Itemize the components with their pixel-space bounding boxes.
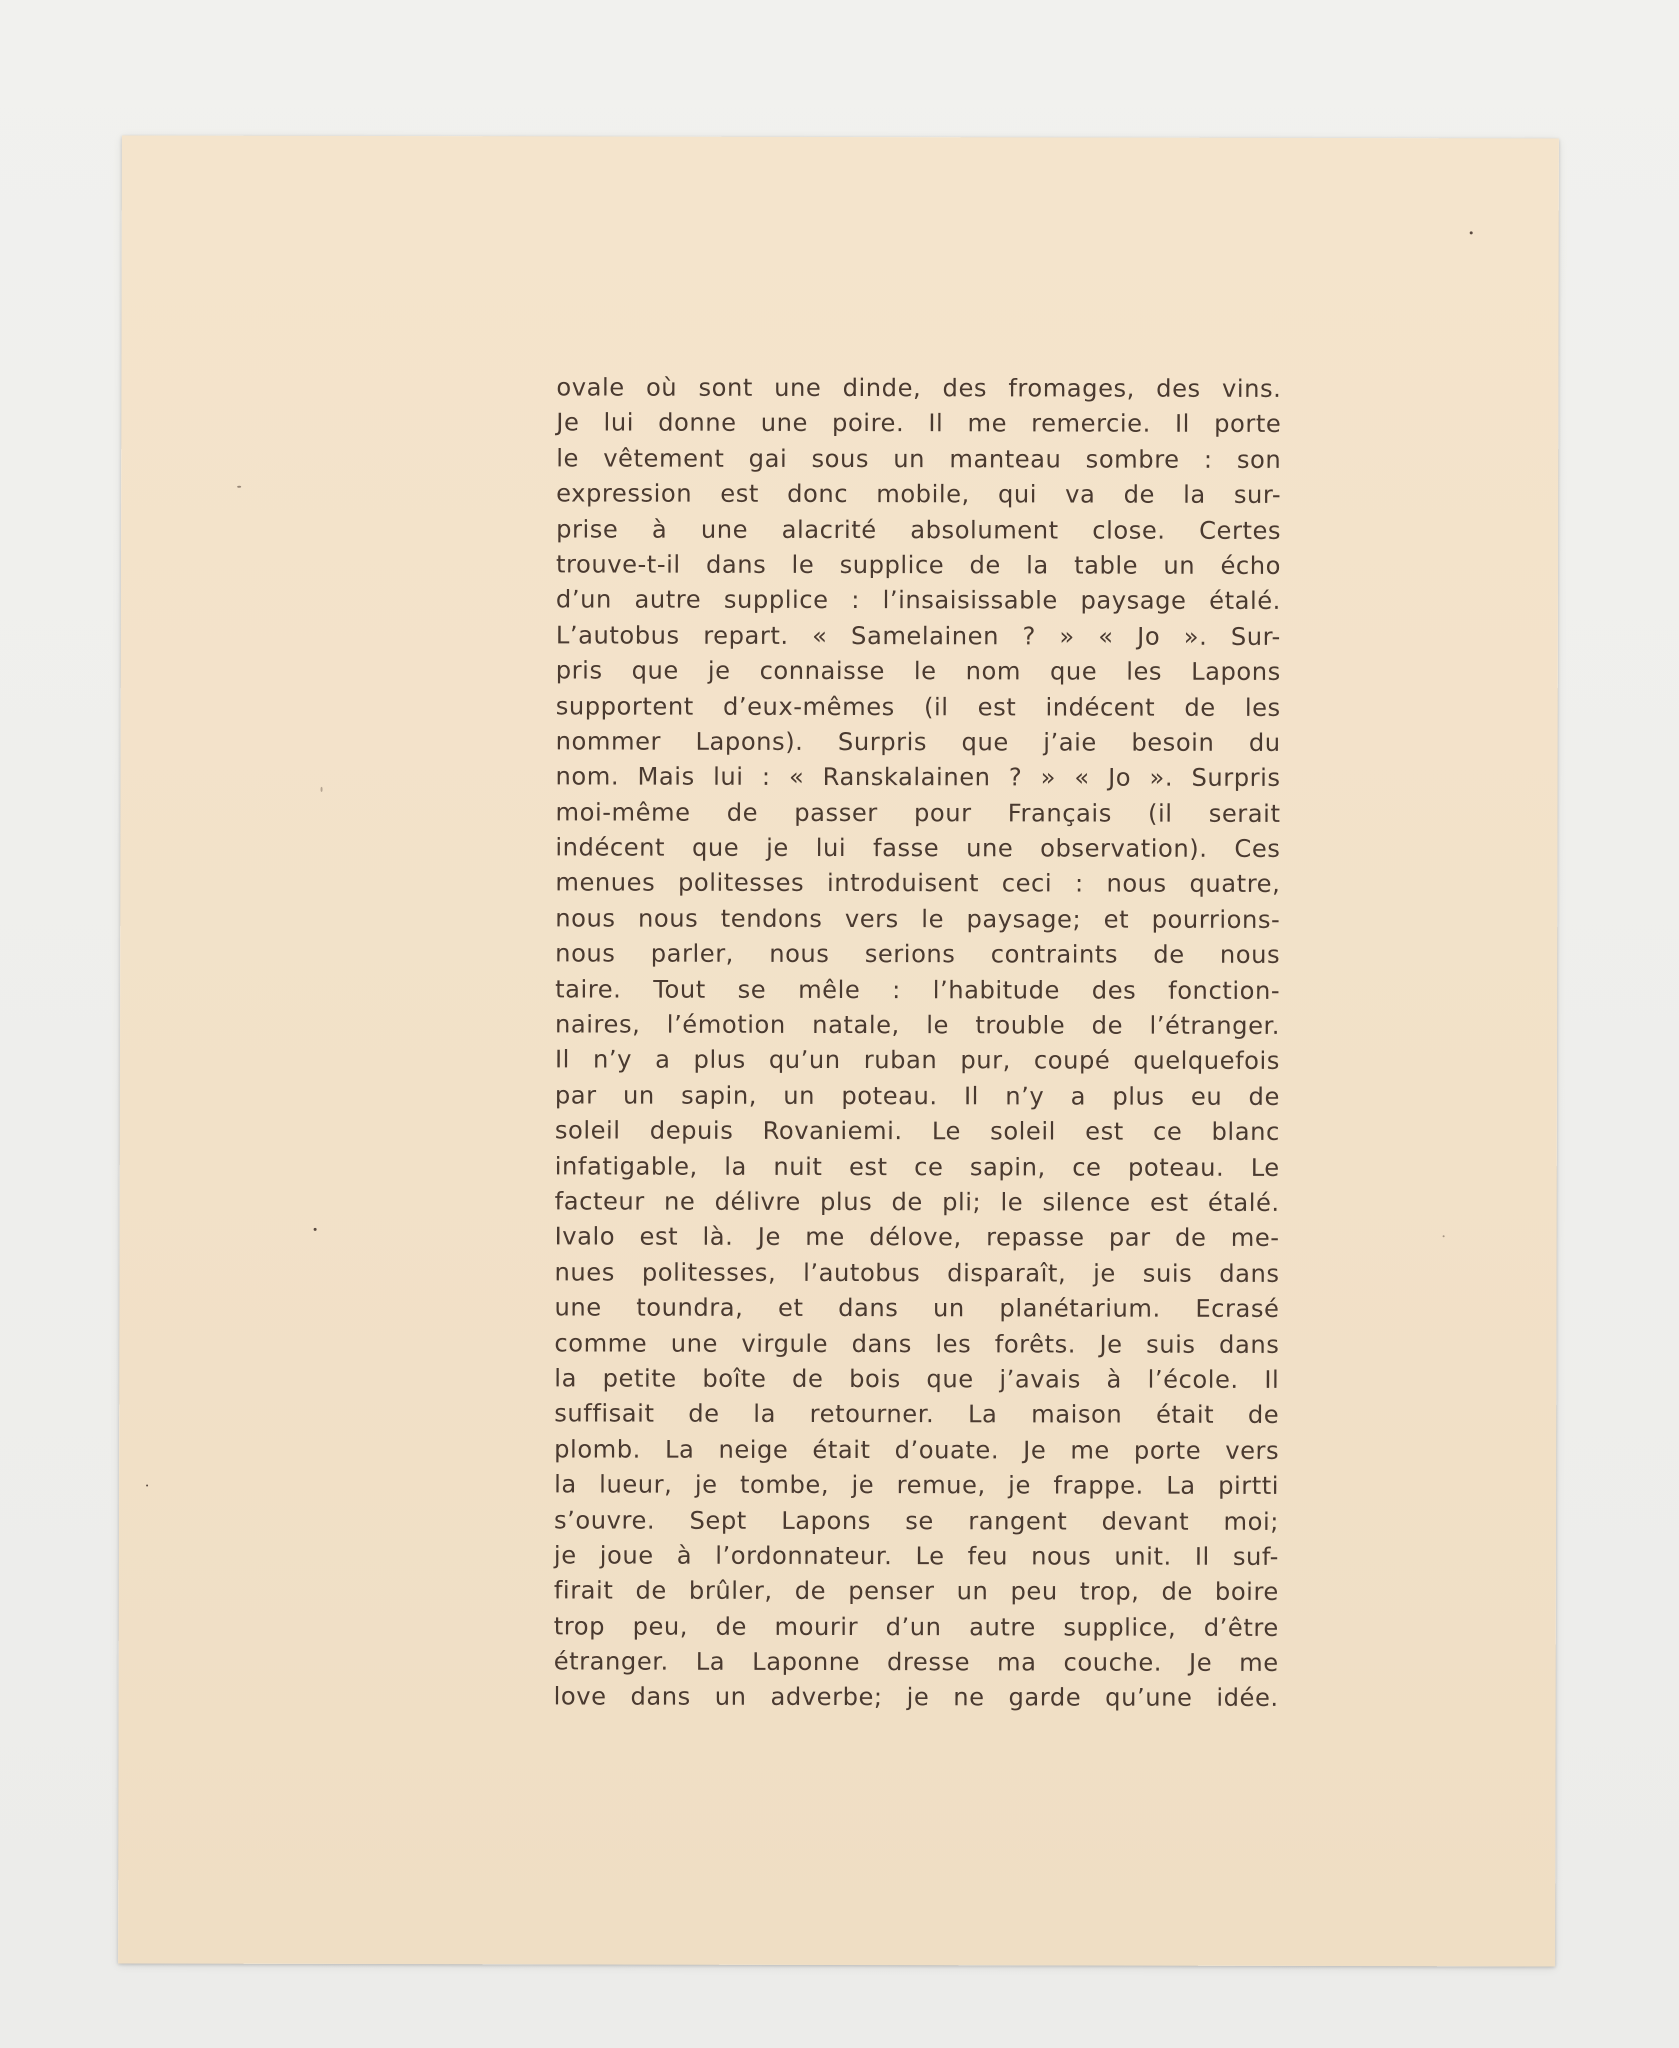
text-line: trop peu, de mourir d’un autre supplice, d’être [553, 1612, 1279, 1642]
text-line: étranger. La Laponne dresse ma couche. Je me [553, 1647, 1279, 1677]
text-line: naires, l’émotion natale, le trouble de l’étranger. [555, 1010, 1281, 1040]
paper-speck [237, 486, 241, 488]
text-line: L’autobus repart. « Samelainen ? » « Jo ». Sur- [555, 621, 1281, 651]
text-line: suffisait de la retourner. La maison était de [554, 1399, 1280, 1430]
paper-speck [146, 1485, 148, 1487]
paper-speck [321, 787, 323, 792]
text-line: nues politesses, l’autobus disparaît, je suis dans [554, 1258, 1280, 1288]
text-line: moi-même de passer pour Français (il serait [555, 798, 1281, 828]
text-line: taire. Tout se mêle : l’habitude des fonction- [555, 975, 1281, 1005]
paper-speck [314, 1228, 317, 1231]
text-line: pris que je connaisse le nom que les Lapons [555, 656, 1281, 687]
text-line: d’un autre supplice : l’insaisissable paysage étalé. [555, 585, 1281, 616]
text-line: prise à une alacrité absolument close. Certes [556, 514, 1282, 545]
text-line: la lueur, je tombe, je remue, je frappe. La pirtti [554, 1470, 1280, 1501]
text-line: nom. Mais lui : « Ranskalainen ? » « Jo ». Surpris [555, 762, 1281, 793]
text-line: infatigable, la nuit est ce sapin, ce poteau. Le [554, 1151, 1280, 1182]
text-line: plomb. La neige était d’ouate. Je me porte vers [554, 1435, 1280, 1465]
text-line: nous parler, nous serions contraints de nous [555, 939, 1281, 970]
text-line: Il n’y a plus qu’un ruban pur, coupé quelquefois [554, 1045, 1281, 1076]
text-line: supportent d’eux-mêmes (il est indécent de les [555, 691, 1281, 722]
text-line: nous nous tendons vers le paysage; et pourrions- [555, 904, 1281, 934]
text-line: par un sapin, un poteau. Il n’y a plus eu de [554, 1081, 1280, 1111]
text-line: facteur ne délivre plus de pli; le silence est étalé. [554, 1187, 1280, 1217]
text-line: expression est donc mobile, qui va de la sur- [556, 479, 1282, 510]
text-line: je joue à l’ordonnateur. Le feu nous unit. Il suf- [553, 1541, 1279, 1571]
text-line: la petite boîte de bois que j’avais à l’école. Il [554, 1364, 1280, 1394]
text-line: ovale où sont une dinde, des fromages, des vins. [556, 373, 1282, 403]
text-line: nommer Lapons). Surpris que j’aie besoin du [555, 727, 1281, 757]
body-text [554, 370, 1282, 1716]
text-line: comme une virgule dans les forêts. Je suis dans [554, 1328, 1280, 1359]
text-line: Je lui donne une poire. Il me remercie. Il porte [556, 408, 1282, 439]
text-line: Ivalo est là. Je me délove, repasse par de me- [554, 1222, 1280, 1253]
text-line: s’ouvre. Sept Lapons se rangent devant moi; [553, 1505, 1280, 1536]
text-line: menues politesses introduisent ceci : nous quatre, [555, 868, 1281, 899]
text-line: une toundra, et dans un planétarium. Ecrasé [554, 1293, 1280, 1324]
paper-speck [1470, 231, 1473, 234]
text-line: love dans un adverbe; je ne garde qu’une idée. [553, 1682, 1279, 1713]
paper-sheet [118, 135, 1559, 1966]
paper-speck [1443, 1235, 1445, 1237]
text-line: soleil depuis Rovaniemi. Le soleil est ce blanc [554, 1116, 1280, 1147]
text-line: le vêtement gai sous un manteau sombre : son [556, 444, 1282, 474]
text-line: indécent que je lui fasse une observation). Ces [555, 833, 1281, 864]
text-line: firait de brûler, de penser un peu trop, de boire [553, 1576, 1279, 1607]
text-line: trouve-t-il dans le supplice de la table un écho [555, 550, 1282, 580]
